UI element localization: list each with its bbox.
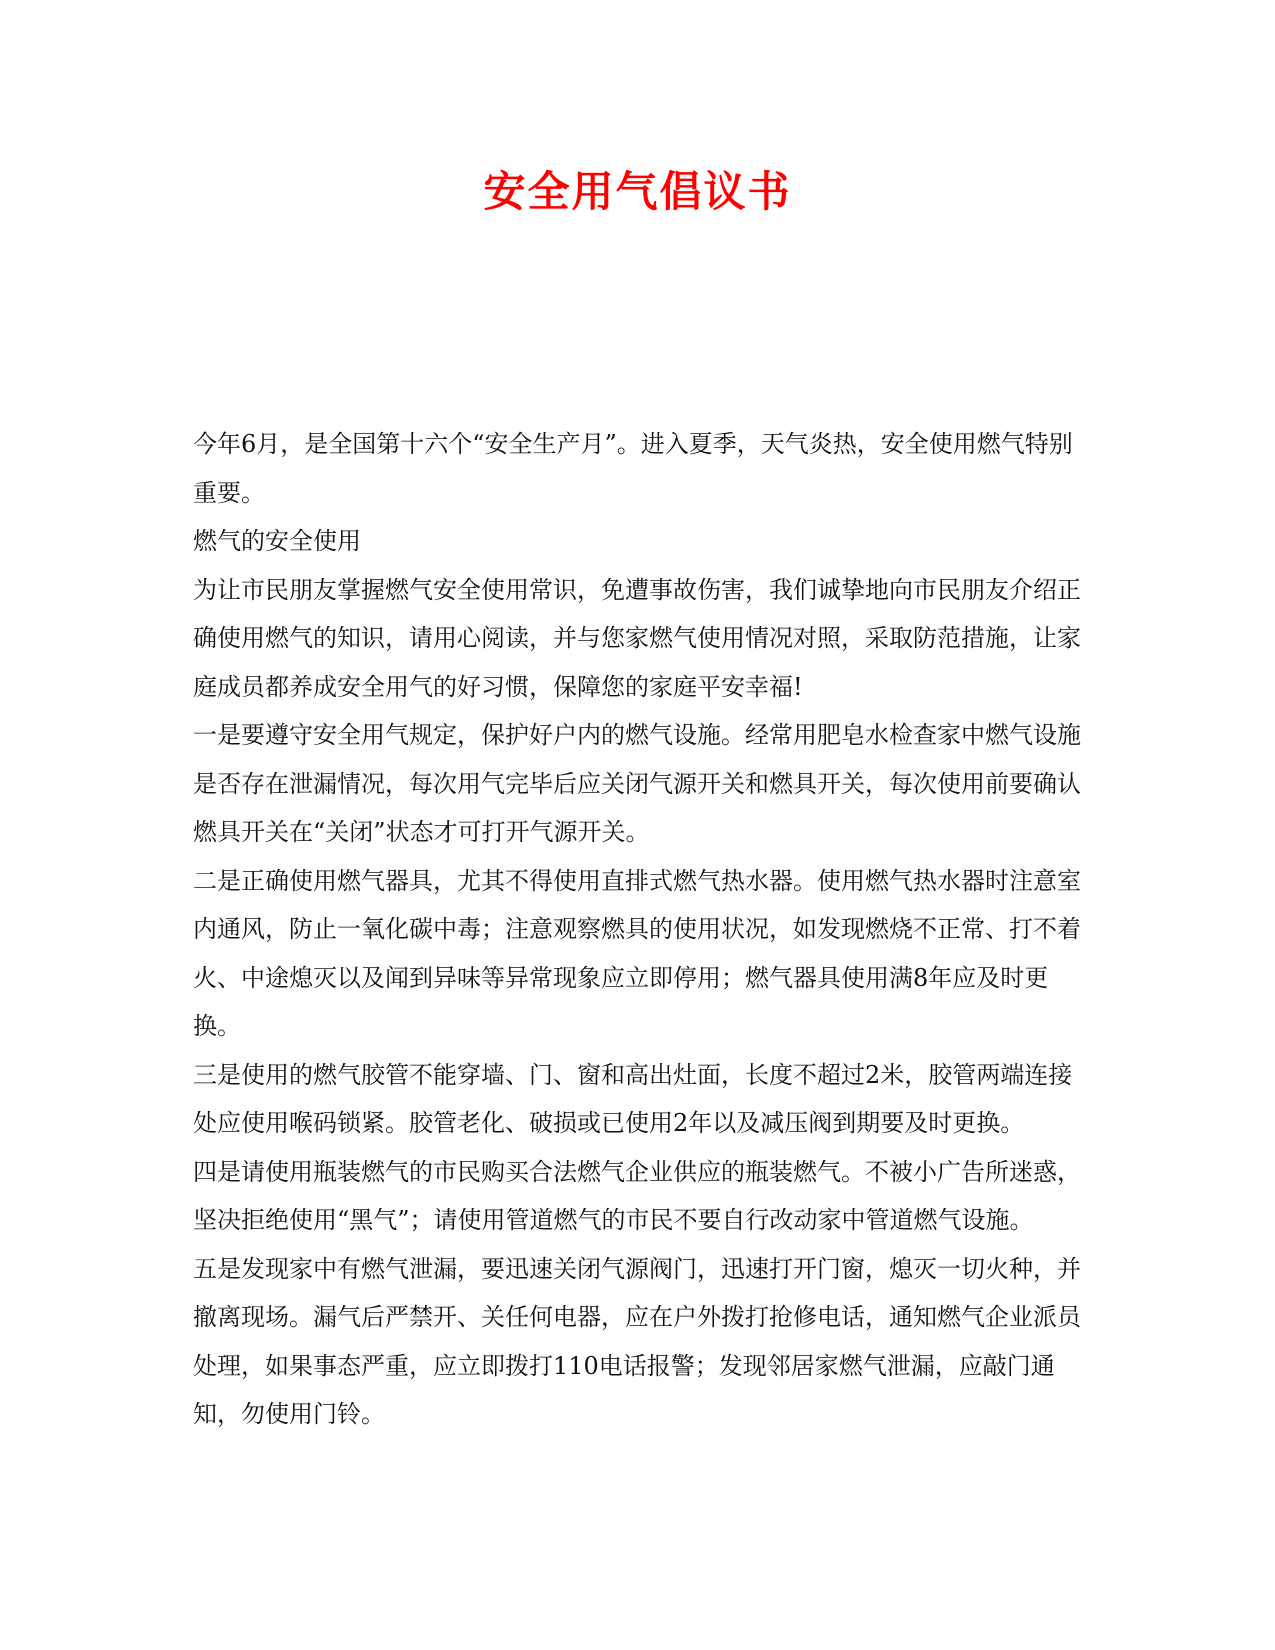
paragraph-point-2: 二是正确使用燃气器具，尤其不得使用直排式燃气热水器。使用燃气热水器时注意室内通风，防止一氧化碳中毒；注意观察燃具的使用状况，如发现燃烧不正常、打不着火、中途熄灭以及闻到异味等异常现象应立即停用；燃气器具使用满8年应及时更换。 xyxy=(193,866,1081,1040)
paragraph-point-5: 五是发现家中有燃气泄漏，要迅速关闭气源阀门，迅速打开门窗，熄灭一切火种，并撤离现场。漏气后严禁开、关任何电器，应在户外拨打抢修电话，通知燃气企业派员处理，如果事态严重，应立即拨打110电话报警；发现邻居家燃气泄漏，应敲门通知，勿使用门铃。 xyxy=(193,1254,1081,1428)
paragraph-intro: 今年6月，是全国第十六个“安全生产月”。进入夏季，天气炎热，安全使用燃气特别重要。 xyxy=(193,430,1073,507)
document-title: 安全用气倡议书 xyxy=(483,167,792,216)
section-heading: 燃气的安全使用 xyxy=(193,527,361,555)
paragraph-point-3: 三是使用的燃气胶管不能穿墙、门、窗和高出灶面，长度不超过2米，胶管两端连接处应使用喉码锁紧。胶管老化、破损或已使用2年以及减压阀到期要及时更换。 xyxy=(193,1060,1073,1137)
paragraph-point-4: 四是请使用瓶装燃气的市民购买合法燃气企业供应的瓶装燃气。不被小广告所迷惑，坚决拒绝使用“黑气”；请使用管道燃气的市民不要自行改动家中管道燃气设施。 xyxy=(193,1157,1081,1234)
document-body xyxy=(193,420,1081,1439)
paragraph-purpose: 为让市民朋友掌握燃气安全使用常识，免遭事故伤害，我们诚挚地向市民朋友介绍正确使用燃气的知识，请用心阅读，并与您家燃气使用情况对照，采取防范措施，让家庭成员都养成安全用气的好习惯，保障您的家庭平安幸福! xyxy=(193,575,1081,701)
paragraph-point-1: 一是要遵守安全用气规定，保护好户内的燃气设施。经常用肥皂水检查家中燃气设施是否存在泄漏情况，每次用气完毕后应关闭气源开关和燃具开关，每次使用前要确认燃具开关在“关闭”状态才可打开气源开关。 xyxy=(193,721,1081,846)
